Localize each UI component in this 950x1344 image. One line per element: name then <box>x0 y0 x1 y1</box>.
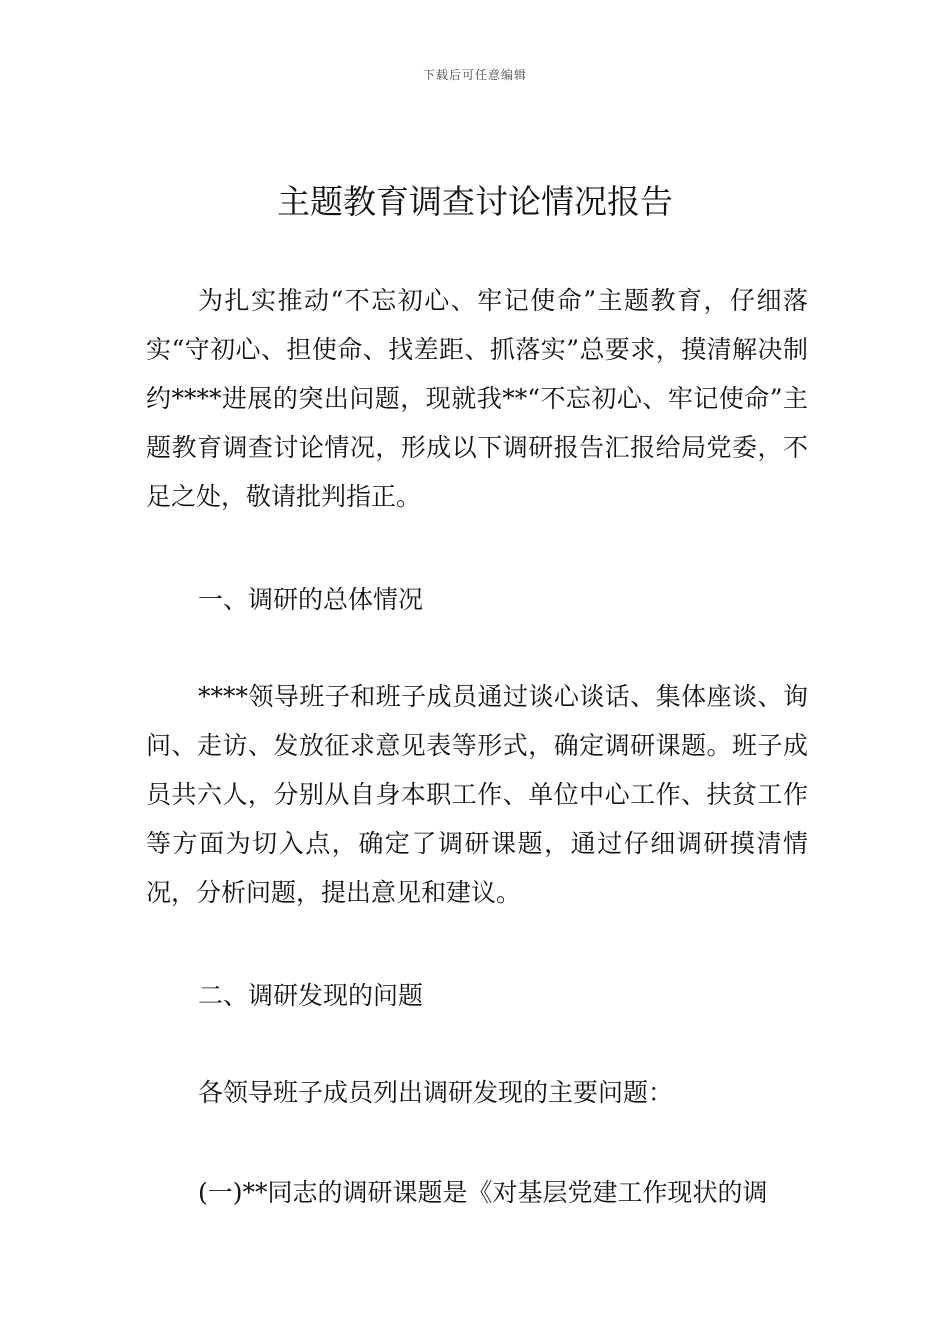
document-title: 主题教育调查讨论情况报告 <box>277 182 673 221</box>
section-2-heading: 二、调研发现的问题 <box>198 981 424 1010</box>
section-2-item-1: (一)**同志的调研课题是《对基层党建工作现状的调 <box>198 1178 768 1207</box>
section-1-heading: 一、调研的总体情况 <box>198 585 424 614</box>
intro-paragraph: 为扎实推动“不忘初心、牢记使命”主题教育，仔细落实“守初心、担使命、找差距、抓落实”总要求，摸清解决制约****进展的突出问题，现就我**“不忘初心、牢记使命”主题教育调查讨论情况，形成以下调研报告汇报给局党委，不足之处，敬请批判指正。 <box>146 286 808 511</box>
section-2-paragraph: 各领导班子成员列出调研发现的主要问题： <box>198 1078 674 1107</box>
section-1-paragraph: ****领导班子和班子成员通过谈心谈话、集体座谈、询问、走访、发放征求意见表等形式，确定调研课题。班子成员共六人，分别从自身本职工作、单位中心工作、扶贫工作等方面为切入点，确定了调研课题，通过仔细调研摸清情况，分析问题，提出意见和建议。 <box>146 682 808 907</box>
header-note: 下载后可任意编辑 <box>422 68 527 82</box>
